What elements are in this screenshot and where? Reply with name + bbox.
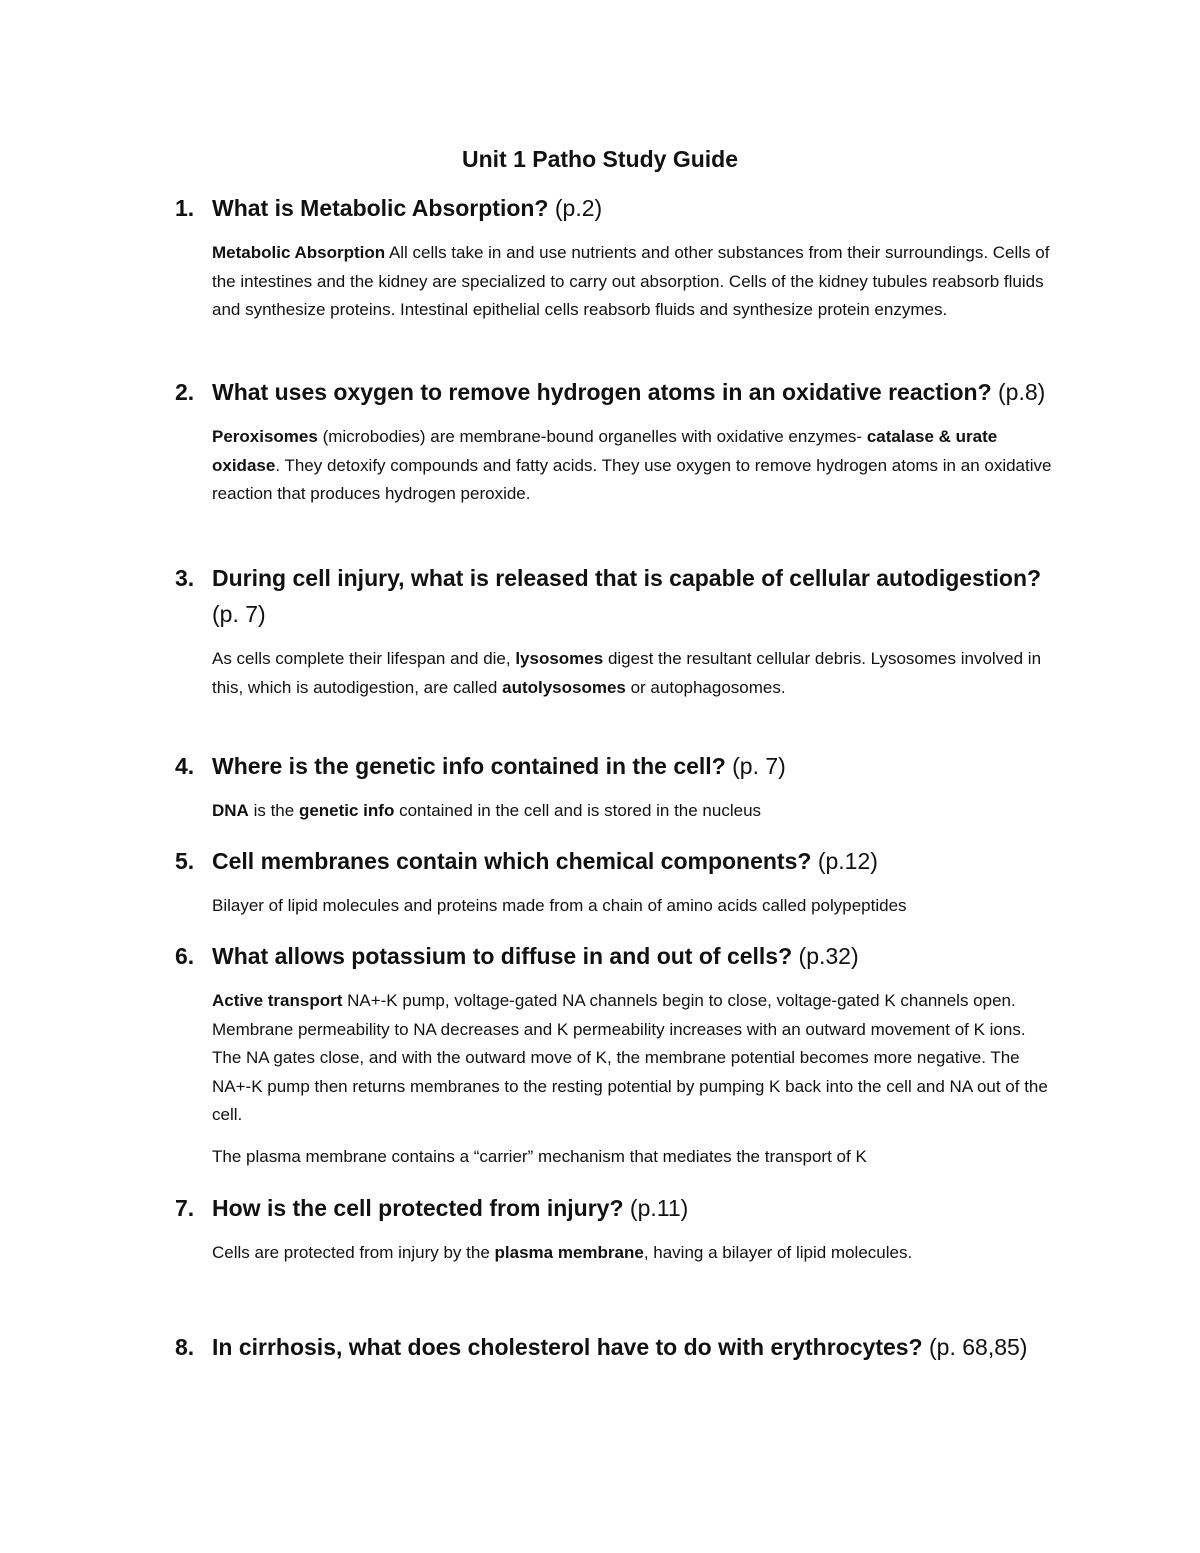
answer-term: Active transport: [212, 991, 343, 1010]
question-number: 1.: [175, 195, 195, 221]
document-title: Unit 1 Patho Study Guide: [461, 146, 738, 172]
question-text: What allows potassium to diffuse in and out of cells?: [212, 943, 793, 969]
question-6: [175, 938, 1055, 1171]
answer-term: lysosomes: [515, 649, 604, 668]
question-heading: [175, 190, 1055, 226]
page-reference: (p.2): [554, 195, 603, 221]
question-text: What uses oxygen to remove hydrogen atoms in an oxidative reaction?: [212, 379, 992, 405]
answer-term: catalase & urate oxidase: [212, 427, 998, 475]
question-5: [175, 843, 1055, 921]
question-number: 8.: [175, 1334, 195, 1360]
answer-text: Peroxisomes (microbodies) are membrane-bound organelles with oxidative enzymes- catalase & urate oxidase. They detoxify compounds and fatty acids. They use oxygen to remove hydrogen atoms in an oxidative reaction that produces hydrogen peroxide.: [212, 427, 1052, 503]
question-text: During cell injury, what is released that is capable of cellular autodigestion?: [212, 565, 1042, 591]
question-text: What is Metabolic Absorption?: [212, 195, 549, 221]
question-heading: [175, 560, 1055, 632]
answer-term: plasma membrane: [494, 1243, 644, 1262]
page-reference: (p.8): [998, 379, 1046, 405]
page-reference: (p. 7): [212, 601, 266, 627]
question-text: How is the cell protected from injury?: [212, 1195, 624, 1221]
question-number: 4.: [175, 753, 195, 779]
question-heading: [175, 938, 1055, 974]
question-number: 3.: [175, 565, 195, 591]
question-number: 7.: [175, 1195, 195, 1221]
question-3: [175, 560, 1055, 702]
answer-term: DNA: [212, 801, 249, 820]
question-2: [175, 374, 1055, 509]
answer-extra-text: The plasma membrane contains a “carrier” mechanism that mediates the transport of K: [212, 1146, 867, 1166]
answer-text: Bilayer of lipid molecules and proteins made from a chain of amino acids called polypeptides: [212, 896, 907, 915]
page-reference: (p.12): [817, 848, 878, 874]
answer-text: DNA is the genetic info contained in the cell and is stored in the nucleus: [212, 801, 762, 820]
question-1: [175, 190, 1055, 325]
page-reference: (p. 7): [732, 753, 786, 779]
question-text: Cell membranes contain which chemical components?: [212, 848, 812, 874]
answer-term: Metabolic Absorption: [212, 243, 386, 262]
question-7: [175, 1190, 1055, 1268]
answer-text: Cells are protected from injury by the plasma membrane, having a bilayer of lipid molecules.: [212, 1243, 913, 1262]
page-reference: (p.11): [629, 1195, 689, 1221]
page-reference: (p. 68,85): [929, 1334, 1028, 1360]
answer-term: Peroxisomes: [212, 427, 318, 446]
question-number: 5.: [175, 848, 195, 874]
question-heading: [175, 1329, 1055, 1365]
answer-term: autolysosomes: [502, 677, 626, 697]
question-heading: [175, 1190, 1055, 1226]
question-8: [175, 1329, 1055, 1365]
question-heading: [175, 843, 1055, 879]
answer-text: Active transport NA+-K pump, voltage-gated NA channels begin to close, voltage-gated K channels open. Membrane permeability to NA decreases and K permeability increases with an outward movement of K ions. The NA gates close, and with the outward move of K, the membrane potential becomes more negative. The NA+-K pump then returns membranes to the resting potential by pumping K back into the cell and NA out of the cell.: [212, 991, 1048, 1124]
question-heading: [175, 748, 1055, 784]
question-text: In cirrhosis, what does cholesterol have to do with erythrocytes?: [212, 1334, 923, 1360]
question-text: Where is the genetic info contained in the cell?: [212, 753, 726, 779]
question-number: 6.: [175, 943, 195, 969]
question-number: 2.: [175, 379, 195, 405]
page-reference: (p.32): [798, 943, 859, 969]
question-heading: [175, 374, 1055, 410]
question-4: [175, 748, 1055, 826]
answer-term: genetic info: [298, 801, 395, 820]
answer-text: As cells complete their lifespan and die, lysosomes digest the resultant cellular debris. Lysosomes involved in this, which is autodigestion, are called autolysosomes or autophagosomes.: [212, 649, 1042, 697]
answer-text: Metabolic Absorption All cells take in and use nutrients and other substances from their surroundings. Cells of the intestines and the kidney are specialized to carry out absorption. Cells of the kidney tubules reabsorb fluids and synthesize proteins. Intestinal epithelial cells reabsorb fluids and synthesize protein enzymes.: [212, 243, 1050, 319]
